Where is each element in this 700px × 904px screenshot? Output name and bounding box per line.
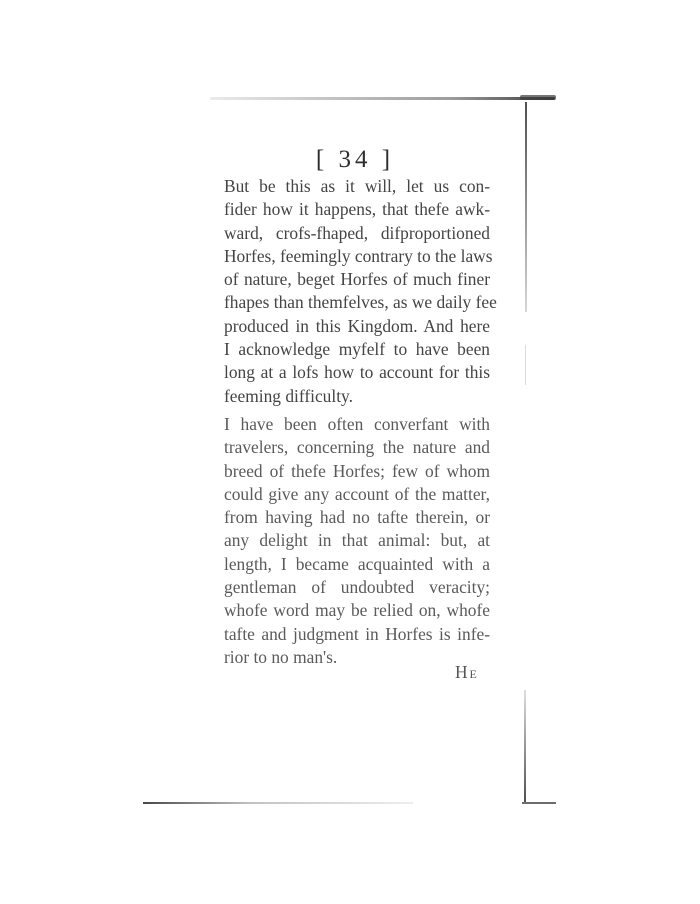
page-number: [ 34 ] (315, 146, 395, 173)
paragraph-line: travelers, concerning the nature and (224, 437, 490, 458)
paragraph-line: fhapes than themfelves, as we daily fee (224, 292, 497, 313)
paragraph-line: whofe word may be relied on, whofe (224, 600, 490, 621)
page-edge-bottom-corner (522, 802, 556, 804)
page-edge-right-lower (524, 690, 526, 802)
paragraph-line: ward, crofs-fhaped, difproportioned (224, 222, 490, 243)
paragraph-line: rior to no man's. (224, 646, 338, 667)
paragraph-line: of nature, beget Horfes of much finer (224, 269, 490, 290)
paragraph-line: feeming difficulty. (224, 385, 353, 406)
paragraph-line: gentleman of undoubted veracity; (224, 577, 490, 598)
page-edge-right-faint (525, 345, 526, 385)
paragraph-line: But be this as it will, let us con- (224, 176, 490, 196)
paragraph-line: Horfes, feemingly contrary to the laws (224, 245, 493, 266)
paragraph-line: I acknowledge myfelf to have been (224, 339, 490, 360)
page-edge-top (210, 97, 555, 100)
catchword: He (455, 662, 479, 682)
paragraph-line: from having had no tafte therein, or (224, 507, 490, 528)
page-edge-right (525, 102, 527, 312)
page-edge-top-corner (520, 95, 556, 100)
paragraph-line: long at a lofs how to account for this (224, 362, 490, 383)
paragraph-2 (224, 413, 490, 669)
paragraph-line: I have been often converfant with (224, 414, 490, 434)
paragraph-line: length, I became acquainted with a (224, 553, 490, 574)
paragraph-line: breed of thefe Horfes; few of whom (224, 460, 490, 481)
paragraph-1 (224, 175, 497, 408)
paragraph-line: tafte and judgment in Horfes is infe- (224, 623, 490, 644)
paragraph-line: produced in this Kingdom. And here (224, 315, 490, 336)
paragraph-line: could give any account of the matter, (224, 483, 490, 504)
paragraph-line: any delight in that animal: but, at (224, 530, 490, 551)
paragraph-line: fider how it happens, that thefe awk- (224, 199, 490, 220)
page-edge-bottom (143, 802, 413, 804)
